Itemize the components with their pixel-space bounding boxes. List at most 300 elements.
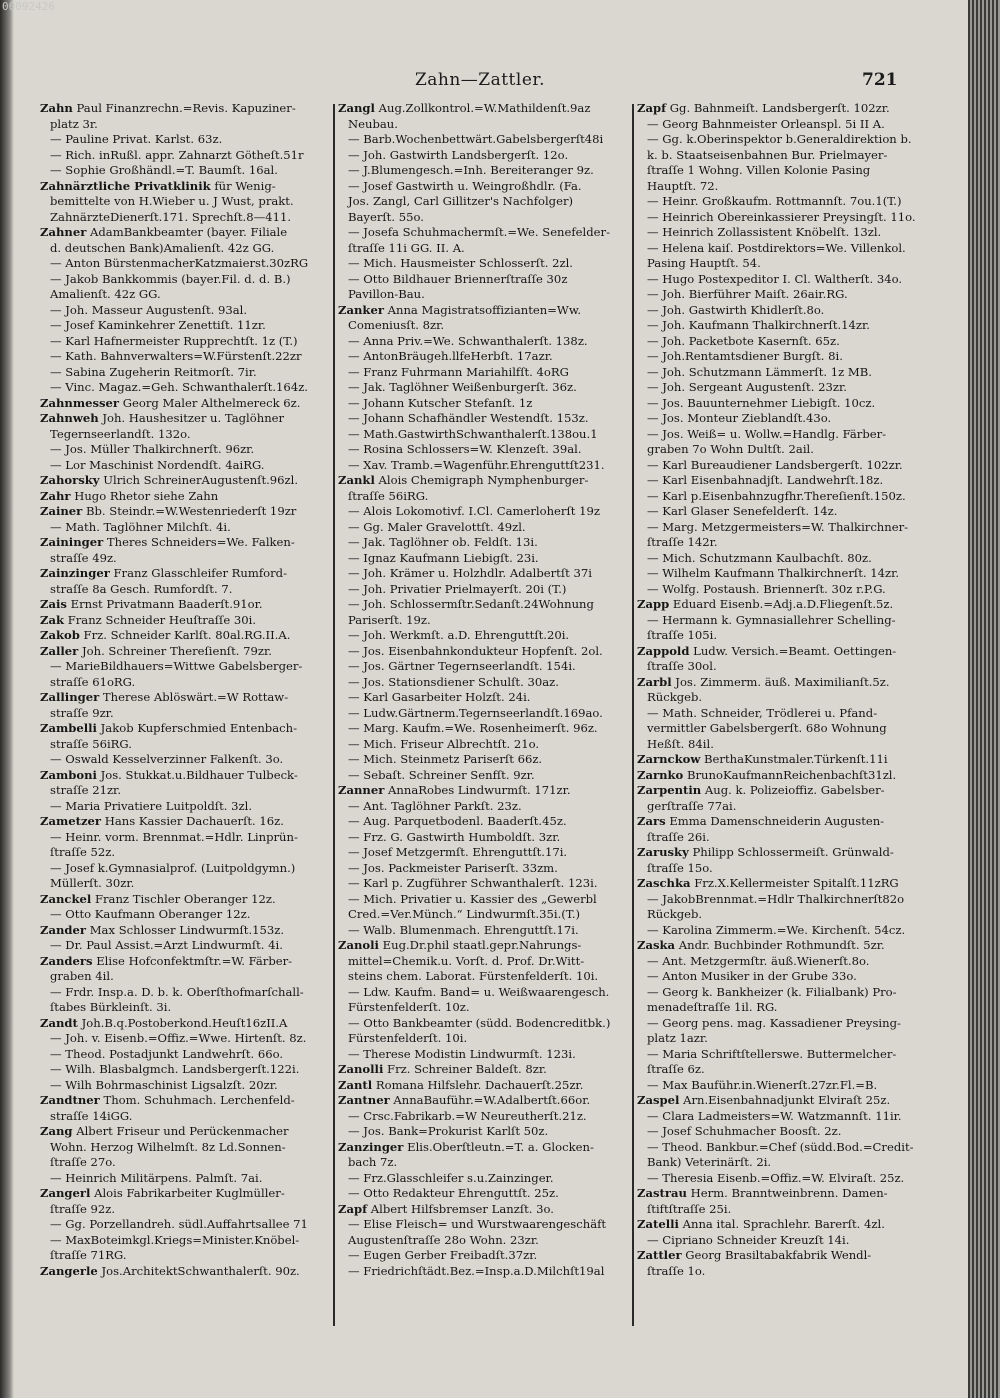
entry-line: [637, 892, 923, 908]
entry-line: [637, 706, 923, 722]
entry-text: menadeſtraſſe 1il. RG.: [647, 1000, 778, 1014]
entry-text: — Jakob Bankkommis (bayer.Fil. d. d. B.): [50, 271, 291, 286]
entry-line: [338, 411, 630, 427]
entry-line: [40, 1140, 332, 1156]
entry-line: [338, 690, 630, 706]
surname: Zattler: [637, 1248, 682, 1262]
entry-line: [637, 380, 923, 396]
entry-text: — MarieBildhauers=Wittwe Gabelsberger-: [50, 659, 303, 673]
entry-text: — Karl p.Eisenbahnzugfhr.Thereſienſt.150z.: [647, 488, 906, 503]
entry-text: — Gg. Porzellandreh. südl.Auffahrtsallee 71: [50, 1217, 308, 1231]
entry-text: Romana Hilfslehr. Dachauerſt.25zr.: [375, 1077, 584, 1092]
surname: Zanoli: [338, 938, 379, 952]
entry-line: [637, 194, 923, 210]
entry-text: — Heinr. Großkaufm. Rottmannſt. 7ou.1(T.): [647, 194, 902, 208]
entry-text: — Otto Redakteur Ehrenguttſt. 25z.: [348, 1186, 559, 1200]
entry-text: — Theresia Eisenb.=Offiz.=W. Elviraſt. 25z.: [647, 1170, 905, 1185]
entry-text: Bb. Steindr.=W.Westenriederſt 19zr: [85, 504, 297, 518]
entry-text: — Mich. Hausmeister Schlosserſt. 2zl.: [348, 256, 573, 270]
entry-line: [338, 830, 630, 846]
entry-line: [338, 241, 630, 257]
entry-line: [338, 1171, 630, 1187]
entry-line: [40, 256, 332, 272]
entry-line: [40, 1155, 332, 1171]
column-rule-2: [632, 104, 634, 1326]
entry-line: [40, 272, 332, 288]
entry-head-line: [338, 1078, 630, 1094]
entry-text: Paul Finanzrechn.=Revis. Kapuziner-: [76, 101, 296, 115]
entry-text: Georg Brasiltabakfabrik Wendl-: [685, 1248, 872, 1262]
entry-line: [637, 551, 923, 567]
entry-text: ſtraſſe 56iRG.: [348, 488, 429, 503]
entry-line: [637, 163, 923, 179]
entry-text: Wohn. Herzog Wilhelmſt. 8z Ld.Sonnen-: [50, 1139, 286, 1154]
entry-line: [40, 551, 332, 567]
entry-text: — Joh. Gastwirth Landsbergerſt. 12o.: [348, 147, 569, 162]
book-binding: [0, 0, 14, 1398]
entry-line: [637, 582, 923, 598]
entry-text: — Karl Bureaudiener Landsbergerſt. 102zr.: [647, 457, 903, 472]
entry-line: [338, 380, 630, 396]
entry-line: [40, 737, 332, 753]
entry-text: — Math.GastwirthSchwanthalerſt.138ou.1: [348, 426, 598, 441]
entry-line: [40, 349, 332, 365]
entry-text: — Mich. Steinmetz Pariserſt 66z.: [348, 752, 543, 766]
entry-text: — Gg. Maler Gravelottſt. 49zl.: [348, 519, 526, 534]
entry-line: [338, 365, 630, 381]
entry-head-line: [338, 783, 630, 799]
entry-line: [637, 737, 923, 753]
entry-head-line: [40, 613, 332, 629]
entry-text: — Jos. Monteur Zieblandſt.43o.: [647, 411, 832, 425]
entry-line: [637, 303, 923, 319]
surname: Zainzinger: [40, 566, 110, 580]
entry-text: — Jos. Müller Thalkirchnerſt. 96zr.: [50, 442, 255, 456]
entry-line: [637, 1140, 923, 1156]
entry-text: Fürstenfelderſt. 10z.: [348, 1000, 470, 1014]
surname: Zars: [637, 814, 666, 828]
entry-line: [40, 1171, 332, 1187]
entry-line: [40, 1202, 332, 1218]
entry-line: [637, 954, 923, 970]
entry-text: ſtraſſe 27o.: [50, 1155, 116, 1169]
surname: Zantl: [338, 1077, 373, 1092]
entry-text: — Karolina Zimmerm.=We. Kirchenſt. 54cz.: [647, 922, 906, 937]
entry-head-line: [40, 814, 332, 830]
entry-line: [637, 1031, 923, 1047]
entry-text: — Rosina Schlossers=W. Klenzeſt. 39al.: [348, 442, 582, 456]
entry-line: [40, 442, 332, 458]
entry-line: [338, 1047, 630, 1063]
page-title: Zahn—Zattler.: [414, 70, 546, 90]
surname: Zametzer: [40, 814, 102, 828]
entry-text: Augustenſtraſſe 28o Wohn. 23zr.: [348, 1232, 539, 1247]
entry-line: [637, 179, 923, 195]
entry-text: Pariserſt. 19z.: [348, 612, 431, 627]
entry-text: Anna Magistratsoffizianten=Ww.: [387, 302, 582, 317]
entry-text: — Sebaſt. Schreiner Senfſt. 9zr.: [348, 767, 535, 782]
entry-text: — Ignaz Kaufmann Liebigſt. 23i.: [348, 550, 539, 565]
surname: Zahn: [40, 101, 73, 115]
entry-line: [637, 117, 923, 133]
entry-line: [338, 551, 630, 567]
entry-head-line: [338, 938, 630, 954]
entry-text: — Georg pens. mag. Kassadiener Preysing-: [647, 1015, 901, 1030]
entry-line: [40, 706, 332, 722]
entry-line: [637, 613, 923, 629]
entry-head-line: [637, 814, 923, 830]
entry-text: ſtraſſe 26i.: [647, 829, 710, 844]
entry-text: — Jos. Weiß= u. Wollw.=Handlg. Färber-: [647, 426, 887, 441]
entry-line: [40, 241, 332, 257]
entry-text: — Pauline Privat. Karlst. 63z.: [50, 132, 223, 146]
entry-line: [40, 985, 332, 1001]
entry-line: [637, 799, 923, 815]
entry-head-line: [40, 396, 332, 412]
entry-text: Bayerſt. 55o.: [348, 209, 424, 224]
entry-text: Rückgeb.: [647, 690, 703, 704]
entry-text: ſtraſſe 142r.: [647, 535, 718, 549]
entry-text: — Mich. Privatier u. Kassier des „Gewerbl: [348, 891, 597, 906]
entry-text: — Wilh. Blasbalgmch. Landsbergerſt.122i.: [50, 1062, 300, 1076]
entry-line: [637, 132, 923, 148]
entry-text: Andr. Buchbinder Rothmundſt. 5zr.: [678, 938, 885, 952]
entry-line: [338, 582, 630, 598]
entry-text: Thom. Schuhmach. Lerchenfeld-: [103, 1093, 295, 1107]
entry-head-line: [40, 690, 332, 706]
surname: Zarusky: [637, 845, 689, 859]
entry-text: Aug. k. Polizeioffiz. Gabelsber-: [704, 783, 885, 797]
entry-text: — Ant. Metzgermſtr. äuß.Wienerſt.8o.: [647, 953, 870, 968]
entry-head-line: [40, 225, 332, 241]
entry-line: [40, 318, 332, 334]
entry-line: [637, 256, 923, 272]
entry-text: für Wenig-: [214, 178, 276, 193]
entry-text: — Lor Maschinist Nordendſt. 4aiRG.: [50, 457, 265, 472]
entry-head-line: [40, 1264, 332, 1280]
entry-text: bemittelte von H.Wieber u. J Wust, prakt.: [50, 194, 294, 208]
entry-text: Alois Fabrikarbeiter Kuglmüller-: [94, 1186, 285, 1200]
surname: Zantner: [338, 1093, 390, 1107]
entry-line: [637, 1202, 923, 1218]
entry-line: [338, 799, 630, 815]
entry-text: Joh.B.q.Postoberkond.Heuſt16zII.A: [81, 1015, 288, 1030]
entry-text: steins chem. Laborat. Fürstenfelderſt. 10i.: [348, 969, 599, 983]
entry-line: [338, 907, 630, 923]
entry-text: — Cipriano Schneider Kreuzſt 14i.: [647, 1232, 850, 1247]
entry-text: Eug.Dr.phil staatl.gepr.Nahrungs-: [382, 938, 582, 952]
surname: Zarbl: [637, 674, 672, 689]
entry-text: — Otto Bildhauer Briennerſtraſſe 30z: [348, 271, 568, 286]
entry-text: — Wolfg. Postaush. Briennerſt. 30z r.P.G.: [647, 581, 886, 596]
entry-text: Eduard Eisenb.=Adj.a.D.Fliegenſt.5z.: [672, 597, 894, 611]
entry-text: Cred.=Ver.Münch.“ Lindwurmſt.35i.(T.): [348, 907, 581, 921]
entry-text: — Ant. Taglöhner Parkſt. 23z.: [348, 798, 522, 813]
entry-text: — Math. Taglöhner Milchſt. 4i.: [50, 519, 231, 534]
entry-text: BerthaKunstmaler.Türkenſt.11i: [704, 752, 888, 766]
entry-line: [338, 334, 630, 350]
entry-line: [40, 117, 332, 133]
entry-text: — Marg. Kaufm.=We. Rosenheimerſt. 96z.: [348, 721, 598, 735]
entry-line: [338, 1155, 630, 1171]
entry-head-line: [40, 411, 332, 427]
entry-line: [338, 396, 630, 412]
entry-text: — Oswald Kesselverzinner Falkenſt. 3o.: [50, 752, 284, 766]
entry-line: [40, 1217, 332, 1233]
entry-line: [637, 225, 923, 241]
entry-text: Philipp Schlossermeiſt. Grünwald-: [692, 845, 894, 859]
entry-line: [40, 659, 332, 675]
entry-head-line: [637, 783, 923, 799]
entry-text: — Kath. Bahnverwalters=W.Fürstenſt.22zr: [50, 349, 302, 363]
entry-line: [637, 442, 923, 458]
entry-line: [338, 985, 630, 1001]
entry-line: [338, 768, 630, 784]
entry-line: [338, 1233, 630, 1249]
surname: Zahnweh: [40, 411, 99, 425]
entry-head-line: [40, 768, 332, 784]
entry-text: Fürstenfelderſt. 10i.: [348, 1031, 468, 1045]
entry-line: [338, 1186, 630, 1202]
entry-line: [338, 644, 630, 660]
entry-line: [637, 272, 923, 288]
entry-line: [637, 458, 923, 474]
entry-line: [637, 628, 923, 644]
entry-line: [338, 179, 630, 195]
surname: Zarpentin: [637, 783, 702, 797]
entry-text: — Xav. Tramb.=Wagenführ.Ehrenguttſt231.: [348, 457, 605, 472]
column-rule-1: [333, 104, 335, 1326]
entry-text: — Joh. Packetbote Kasernſt. 65z.: [647, 333, 840, 348]
entry-line: [40, 1248, 332, 1264]
entry-text: — Hugo Postexpeditor I. Cl. Waltherſt. 34o.: [647, 271, 903, 286]
entry-line: [338, 752, 630, 768]
entry-text: graben 7o Wohn Dultſt. 2ail.: [647, 442, 814, 456]
entry-line: [40, 1031, 332, 1047]
entry-text: — Clara Ladmeisters=W. Watzmannſt. 11ir.: [647, 1108, 902, 1123]
entry-text: ſtraſſe 11i GG. II. A.: [348, 240, 465, 255]
entry-line: [338, 1031, 630, 1047]
entry-text: Pavillon-Bau.: [348, 287, 425, 301]
entry-line: [637, 1233, 923, 1249]
entry-line: [40, 799, 332, 815]
entry-head-line: [637, 876, 923, 892]
entry-text: platz 1azr.: [647, 1031, 708, 1045]
entry-text: — Joh. v. Eisenb.=Offiz.=Wwe. Hirtenſt. 8z.: [50, 1031, 307, 1045]
entry-line: [40, 783, 332, 799]
entry-text: Max Schlosser Lindwurmſt.153z.: [89, 922, 285, 937]
entry-text: — Joh. Schlossermſtr.Sedanſt.24Wohnung: [348, 597, 594, 611]
entry-line: [338, 597, 630, 613]
entry-line: [40, 1047, 332, 1063]
entry-text: — Max Bauführ.in.Wienerſt.27zr.Fl.=B.: [647, 1077, 878, 1092]
entry-line: [637, 489, 923, 505]
entry-text: — Wilh Bohrmaschinist Ligsalzſt. 20zr.: [50, 1077, 278, 1092]
entry-text: Emma Damenschneiderin Augusten-: [669, 814, 885, 828]
entry-head-line: [637, 675, 923, 691]
entry-text: — Josef k.Gymnasialprof. (Luitpoldgymn.): [50, 860, 296, 875]
surname: Zaller: [40, 643, 79, 658]
entry-text: — Karl p. Zugführer Schwanthalerſt. 123i.: [348, 876, 598, 890]
entry-text: — Sophie Großhändl.=T. Baumſt. 16al.: [50, 163, 278, 177]
entry-head-line: [637, 938, 923, 954]
entry-text: — Heinrich Zollassistent Knöbelſt. 13zl.: [647, 225, 882, 239]
entry-text: Arn.Eisenbahnadjunkt Elviraſt 25z.: [683, 1093, 891, 1107]
entry-text: — Dr. Paul Assist.=Arzt Lindwurmſt. 4i.: [50, 938, 283, 952]
surname: Zahorsky: [40, 473, 100, 487]
entry-line: [637, 1171, 923, 1187]
entry-line: [637, 287, 923, 303]
entry-head-line: [40, 954, 332, 970]
directory-column-2: [338, 101, 630, 1361]
surname: Zangerle: [40, 1263, 98, 1278]
entry-text: — Theod. Postadjunkt Landwehrſt. 66o.: [50, 1046, 284, 1061]
entry-line: [338, 969, 630, 985]
entry-text: Herm. Branntweinbrenn. Damen-: [690, 1186, 888, 1200]
entry-text: ſtiftſtraſſe 25i.: [647, 1201, 732, 1216]
entry-text: — Hermann k. Gymnasiallehrer Schelling-: [647, 612, 896, 627]
entry-text: Hugo Rhetor siehe Zahn: [74, 488, 219, 503]
entry-line: [338, 256, 630, 272]
entry-text: Joh. Schreiner Thereſienſt. 79zr.: [81, 643, 272, 658]
entry-line: [338, 504, 630, 520]
entry-line: [637, 535, 923, 551]
surname: Zanker: [338, 302, 384, 317]
entry-line: [637, 861, 923, 877]
entry-text: AdamBankbeamter (bayer. Filiale: [90, 225, 288, 239]
entry-text: — Rich. inRußl. appr. Zahnarzt Götheſt.51r: [50, 147, 304, 162]
entry-text: Albert Friseur und Perückenmacher: [76, 1124, 289, 1138]
entry-head-line: [40, 1124, 332, 1140]
entry-line: [637, 365, 923, 381]
entry-line: [40, 365, 332, 381]
entry-line: [637, 334, 923, 350]
entry-line: [637, 1078, 923, 1094]
entry-line: [637, 969, 923, 985]
entry-line: [40, 303, 332, 319]
entry-text: — Ldw. Kaufm. Band= u. Weißwaarengesch.: [348, 984, 610, 999]
entry-text: — Josefa Schuhmachermſt.=We. Senefelder-: [348, 225, 610, 239]
entry-line: [338, 628, 630, 644]
entry-text: — Joh. Masseur Augustenſt. 93al.: [50, 302, 248, 317]
entry-text: gerſtraſſe 77ai.: [647, 798, 737, 813]
entry-text: ſtabes Bürkleinſt. 3i.: [50, 1000, 172, 1014]
entry-text: Rückgeb.: [647, 907, 703, 921]
entry-text: — Maria Schriftſtellerswe. Buttermelcher-: [647, 1046, 897, 1061]
entry-line: [40, 845, 332, 861]
entry-text: Hans Kassier Dachauerſt. 16z.: [104, 814, 284, 828]
entry-line: [40, 938, 332, 954]
surname: Zatelli: [637, 1217, 679, 1231]
entry-head-line: [40, 1016, 332, 1032]
entry-text: — Frz.Glasschleifer s.u.Zainzinger.: [348, 1170, 554, 1185]
entry-text: Jos. Zangl, Carl Gillitzer's Nachfolger): [348, 194, 574, 208]
entry-line: [637, 985, 923, 1001]
entry-head-line: [637, 1186, 923, 1202]
entry-line: [338, 225, 630, 241]
entry-text: Ernst Privatmann Baaderſt.91or.: [70, 597, 263, 611]
entry-text: Neubau.: [348, 116, 398, 131]
surname: Zappold: [637, 643, 690, 658]
entry-text: Aug.Zollkontrol.=W.Mathildenſt.9az: [378, 101, 591, 115]
entry-head-line: [40, 504, 332, 520]
entry-text: — Jos. Bauunternehmer Liebigſt. 10cz.: [647, 395, 876, 410]
entry-line: [637, 721, 923, 737]
entry-text: — Aug. Parquetbodenl. Baaderſt.45z.: [348, 814, 567, 828]
entry-text: — MaxBoteimkgl.Kriegs=Minister.Knöbel-: [50, 1232, 300, 1247]
entry-head-line: [40, 566, 332, 582]
entry-line: [40, 458, 332, 474]
surname: Zanders: [40, 953, 93, 968]
entry-line: [338, 427, 630, 443]
entry-text: — Math. Schneider, Trödlerei u. Pfand-: [647, 705, 878, 720]
entry-text: Bank) Veterinärſt. 2i.: [647, 1155, 772, 1169]
entry-text: — Anton Musiker in der Grube 33o.: [647, 969, 857, 983]
entry-text: Frz. Schreiner Baldeſt. 8zr.: [387, 1062, 547, 1076]
entry-line: [40, 876, 332, 892]
entry-text: Gg. Bahnmeiſt. Landsbergerſt. 102zr.: [669, 101, 890, 115]
surname: Zahnärztliche Privatklinik: [40, 178, 211, 193]
entry-text: — Joh. Bierführer Maiſt. 26air.RG.: [647, 287, 848, 301]
entry-text: Elis.Oberſtleutn.=T. a. Glocken-: [407, 1139, 594, 1154]
entry-head-line: [40, 892, 332, 908]
entry-text: ſtraſſe 6z.: [647, 1062, 705, 1076]
entry-head-line: [40, 101, 332, 117]
entry-line: [338, 861, 630, 877]
entry-line: [40, 148, 332, 164]
entry-text: AnnaBauführ.=W.Adalbertſt.66or.: [393, 1093, 591, 1107]
entry-head-line: [40, 1186, 332, 1202]
entry-line: [40, 582, 332, 598]
entry-line: [338, 535, 630, 551]
surname: Zapp: [637, 597, 670, 611]
entry-text: — Friedrichſtädt.Bez.=Insp.a.D.Milchſt19al: [348, 1263, 605, 1278]
entry-text: — Johann Schafhändler Westendſt. 153z.: [348, 411, 589, 425]
entry-text: ſtraſſe 71RG.: [50, 1248, 127, 1262]
entry-text: — Josef Gastwirth u. Weingroßhdlr. (Fa.: [348, 178, 582, 193]
entry-text: straſſe 56iRG.: [50, 736, 132, 751]
entry-text: — Karl Gasarbeiter Holzſt. 24i.: [348, 690, 531, 704]
entry-text: — Frdr. Insp.a. D. b. k. Oberſthofmarſchall-: [50, 984, 304, 999]
entry-line: [338, 1000, 630, 1016]
entry-text: — J.Blumengesch.=Inh. Bereiteranger 9z.: [348, 163, 594, 177]
entry-text: — Karl Eisenbahnadjſt. Landwehrſt.18z.: [647, 473, 884, 487]
entry-text: Amalienſt. 42z GG.: [50, 287, 161, 301]
surname: Zarnko: [637, 767, 684, 782]
entry-head-line: [40, 644, 332, 660]
entry-line: [40, 1233, 332, 1249]
entry-line: [338, 210, 630, 226]
entry-line: [338, 706, 630, 722]
entry-head-line: [637, 644, 923, 660]
entry-text: ſtraſſe 105i.: [647, 628, 718, 642]
entry-line: [40, 1062, 332, 1078]
entry-text: ſtraſſe 30ol.: [647, 659, 717, 673]
entry-text: — Otto Bankbeamter (südd. Bodencreditbk.): [348, 1015, 611, 1030]
entry-text: — Karl Hafnermeister Rupprechtſt. 1z (T.): [50, 333, 298, 348]
entry-text: vermittler Gabelsbergerſt. 68o Wohnung: [647, 721, 887, 735]
entry-line: [338, 1124, 630, 1140]
entry-head-line: [637, 752, 923, 768]
entry-head-line: [338, 1140, 630, 1156]
surname: Zaspel: [637, 1093, 680, 1107]
entry-text: Tegernseerlandſt. 132o.: [50, 426, 191, 441]
entry-line: [338, 163, 630, 179]
entry-line: [338, 194, 630, 210]
surname: Zankl: [338, 473, 375, 487]
entry-text: bach 7z.: [348, 1155, 398, 1169]
entry-text: — Joh. Sergeant Augustenſt. 23zr.: [647, 380, 847, 394]
